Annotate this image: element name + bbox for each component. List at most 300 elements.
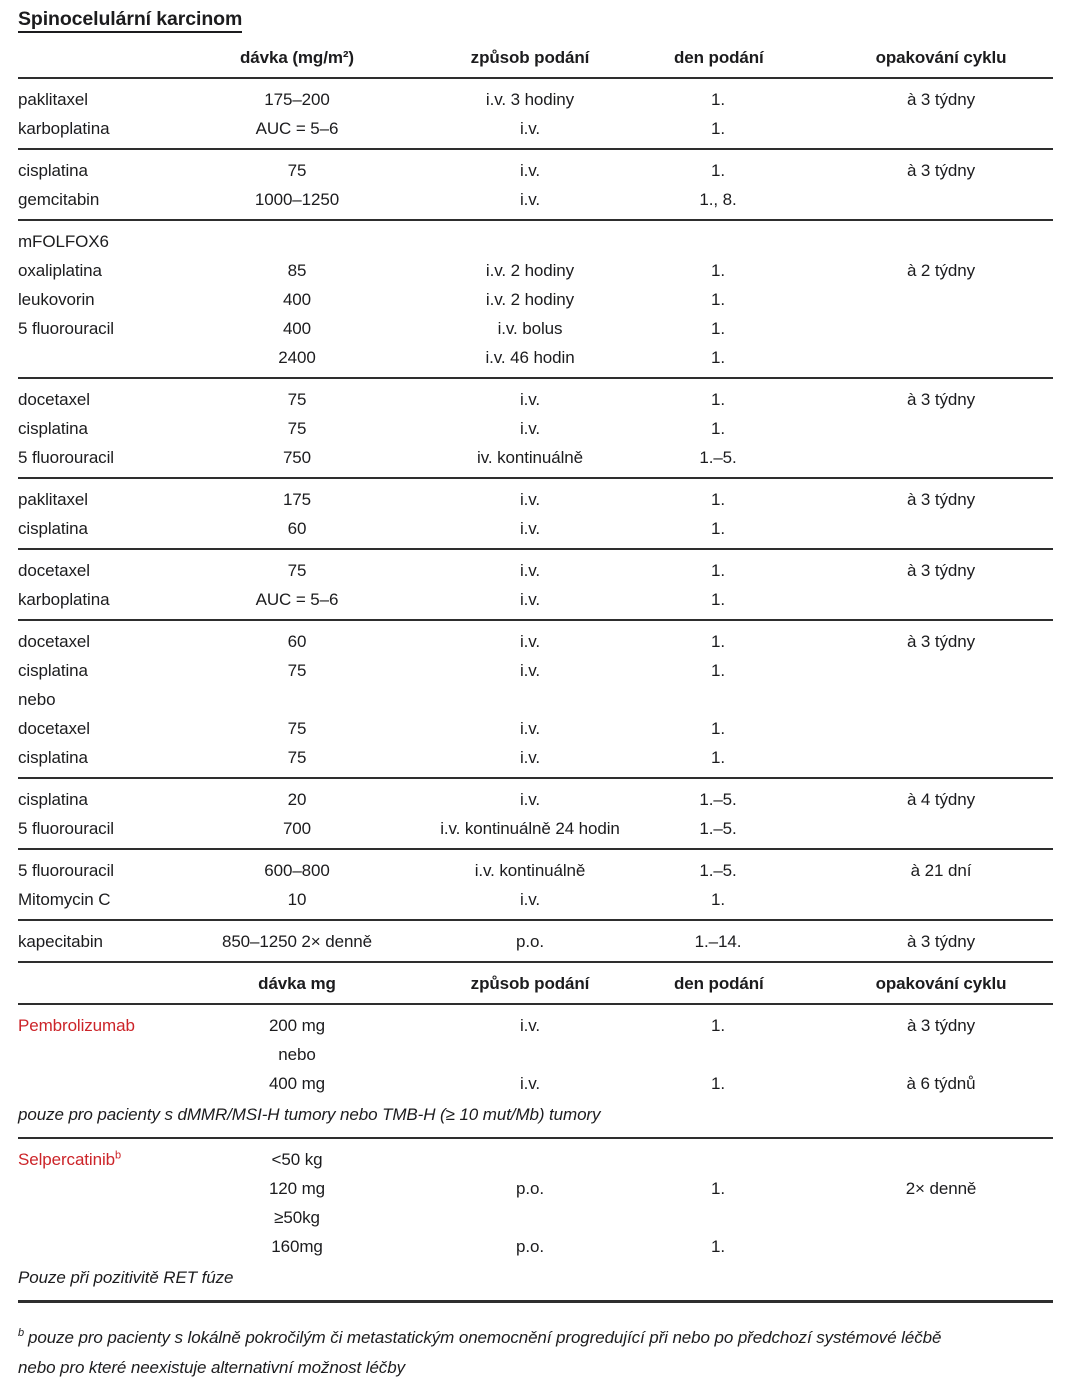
table-row [18, 1069, 1053, 1098]
cell-text: 1. [711, 1236, 725, 1256]
column-header-day [674, 974, 762, 994]
column-header-cycle [762, 48, 1053, 68]
table-row [18, 185, 1053, 214]
cell-text: 1.–5. [699, 860, 737, 880]
cell-drug [18, 748, 208, 768]
cell-text: docetaxel [18, 631, 90, 651]
cell-route [386, 719, 674, 739]
cell-dose [208, 448, 386, 468]
table-row [18, 114, 1053, 143]
cell-cycle [762, 1074, 1053, 1094]
cell-dose [208, 590, 386, 610]
cell-cycle [762, 632, 1053, 652]
cell-cycle [762, 161, 1053, 181]
cell-text: 1. [711, 347, 725, 367]
cell-dose [208, 1179, 386, 1199]
table-section [18, 150, 1053, 221]
cell-text: i.v. [519, 518, 541, 538]
section-note: pouze pro pacienty s dMMR/MSI-H tumory nebo TMB-H (≥ 10 mut/Mb) tumory [18, 1105, 601, 1124]
table-row [18, 1040, 1053, 1069]
cell-text: i.v. 2 hodiny [485, 289, 575, 309]
cell-text: dávka (mg/m²) [240, 47, 354, 67]
cell-day [674, 390, 762, 410]
cell-drug [18, 590, 208, 610]
cell-route [386, 1179, 674, 1199]
table-row [18, 743, 1053, 772]
table-row [18, 1203, 1053, 1232]
cell-day [674, 261, 762, 281]
cell-text: 1. [711, 418, 725, 438]
cell-text: 1. [711, 160, 725, 180]
table-row [18, 1145, 1053, 1174]
table-section [18, 1005, 1053, 1139]
cell-text: i.v. [519, 1073, 541, 1093]
cell-route [386, 561, 674, 581]
cell-text: 1. [711, 118, 725, 138]
cell-text: à 3 týdny [906, 389, 976, 409]
table-row [18, 414, 1053, 443]
footnote-marker: b [18, 1327, 25, 1340]
column-header-dose [208, 48, 386, 68]
cell-dose [208, 119, 386, 139]
cell-dose [208, 348, 386, 368]
cell-drug [18, 819, 208, 839]
table-row [18, 343, 1053, 372]
cell-route [386, 161, 674, 181]
cell-dose [208, 819, 386, 839]
cell-drug [18, 861, 208, 881]
cell-route [386, 748, 674, 768]
column-header-route [386, 974, 674, 994]
cell-dose [208, 890, 386, 910]
cell-text: à 3 týdny [906, 1015, 976, 1035]
cell-drug [18, 1016, 208, 1036]
cell-text: à 4 týdny [906, 789, 976, 809]
cell-text: způsob podání [470, 973, 590, 993]
table-row [18, 443, 1053, 472]
cell-drug [18, 661, 208, 681]
cell-route [386, 1016, 674, 1036]
cell-text: p.o. [516, 931, 544, 951]
cell-route [386, 490, 674, 510]
cell-text: gemcitabin [18, 189, 100, 209]
table-row [18, 514, 1053, 543]
cell-text: p.o. [516, 1178, 544, 1198]
cell-cycle [762, 1179, 1053, 1199]
cell-drug [18, 690, 208, 710]
cell-dose [208, 90, 386, 110]
cell-dose [208, 861, 386, 881]
cell-text: 400 [282, 318, 312, 338]
table-row [18, 685, 1053, 714]
cell-route [386, 590, 674, 610]
cell-cycle [762, 561, 1053, 581]
cell-text: 1. [711, 889, 725, 909]
cell-text: 1. [711, 289, 725, 309]
cell-dose [208, 1150, 386, 1170]
table-section [18, 779, 1053, 850]
cell-text: AUC = 5–6 [255, 589, 339, 609]
cell-cycle [762, 932, 1053, 952]
table-header-section [18, 963, 1053, 1005]
cell-text: 700 [282, 818, 312, 838]
cell-dose [208, 632, 386, 652]
cell-text: 1. [711, 589, 725, 609]
cell-day [674, 319, 762, 339]
cell-drug [18, 232, 208, 252]
cell-dose [208, 561, 386, 581]
cell-text: docetaxel [18, 718, 90, 738]
cell-text: den podání [674, 973, 764, 993]
cell-text: 1.–5. [699, 789, 737, 809]
cell-text: opakování cyklu [875, 973, 1007, 993]
cell-day [674, 790, 762, 810]
cell-text: i.v. [519, 489, 541, 509]
footnote [18, 1323, 1053, 1383]
table-row [18, 1011, 1053, 1040]
cell-text: 1. [711, 747, 725, 767]
cell-day [674, 90, 762, 110]
cell-day [674, 861, 762, 881]
cell-text: ≥50kg [274, 1207, 320, 1227]
table-row [18, 714, 1053, 743]
table-row [18, 85, 1053, 114]
cell-text: 1. [711, 389, 725, 409]
cell-day [674, 519, 762, 539]
cell-text: cisplatina [18, 747, 88, 767]
cell-text: 75 [287, 418, 307, 438]
section-note: Pouze při pozitivitě RET fúze [18, 1268, 234, 1287]
cell-cycle [762, 790, 1053, 810]
cell-route [386, 632, 674, 652]
drug-superscript: b [114, 1148, 122, 1161]
table-row [18, 314, 1053, 343]
cell-text: 1. [711, 318, 725, 338]
cell-route [386, 1074, 674, 1094]
cell-text: 5 fluorouracil [18, 860, 114, 880]
column-header-day [674, 48, 762, 68]
cell-text: i.v. [519, 560, 541, 580]
header-row [18, 969, 1053, 998]
cell-text: 1.–5. [699, 818, 737, 838]
table-row [18, 485, 1053, 514]
cell-route [386, 119, 674, 139]
cell-text: 1. [711, 1073, 725, 1093]
cell-text: 850–1250 2× denně [221, 931, 373, 951]
cell-day [674, 448, 762, 468]
cell-text: i.v. [519, 1015, 541, 1035]
cell-text: 2400 [278, 347, 316, 367]
table-row [18, 656, 1053, 685]
cell-dose [208, 261, 386, 281]
column-header-dose [208, 974, 386, 994]
cell-route [386, 932, 674, 952]
cell-dose [208, 1074, 386, 1094]
table-section [18, 1139, 1053, 1303]
cell-text: 1. [711, 560, 725, 580]
cell-text: i.v. [519, 789, 541, 809]
cell-text: nebo [278, 1044, 316, 1064]
cell-day [674, 719, 762, 739]
cell-text: p.o. [516, 1236, 544, 1256]
cell-day [674, 419, 762, 439]
cell-text: cisplatina [18, 789, 88, 809]
cell-text: nebo [18, 689, 56, 709]
cell-text: 400 [282, 289, 312, 309]
cell-dose [208, 190, 386, 210]
cell-drug [18, 890, 208, 910]
cell-text: à 3 týdny [906, 931, 976, 951]
cell-text: i.v. kontinuálně 24 hodin [440, 818, 620, 838]
cell-text: cisplatina [18, 660, 88, 680]
cell-text: 400 mg [268, 1073, 326, 1093]
footnote-line1: pouze pro pacienty s lokálně pokročilým či metastatickým onemocnění progredující při nebo po předchozí systémové léčbě [28, 1328, 942, 1347]
table-section [18, 621, 1053, 779]
table-row [18, 585, 1053, 614]
table-section [18, 550, 1053, 621]
cell-text: i.v. [519, 118, 541, 138]
cell-text: cisplatina [18, 518, 88, 538]
cell-dose [208, 932, 386, 952]
cell-route [386, 190, 674, 210]
cell-drug [18, 119, 208, 139]
cell-text: cisplatina [18, 160, 88, 180]
cell-day [674, 748, 762, 768]
cell-dose [208, 1237, 386, 1257]
cell-day [674, 1074, 762, 1094]
header-row [18, 43, 1053, 72]
cell-text: 60 [287, 631, 307, 651]
cell-text: 1. [711, 660, 725, 680]
cell-route [386, 861, 674, 881]
cell-dose [208, 1045, 386, 1065]
cell-text: opakování cyklu [875, 47, 1007, 67]
cell-text: i.v. [519, 631, 541, 651]
cell-text: à 2 týdny [906, 260, 976, 280]
cell-dose [208, 490, 386, 510]
cell-drug [18, 790, 208, 810]
cell-text: i.v. [519, 189, 541, 209]
cell-dose [208, 1016, 386, 1036]
cell-text: 600–800 [264, 860, 330, 880]
cell-route [386, 819, 674, 839]
cell-text: 5 fluorouracil [18, 818, 114, 838]
cell-drug [18, 719, 208, 739]
cell-text: 85 [287, 260, 307, 280]
cell-text: 750 [282, 447, 312, 467]
cell-text: 5 fluorouracil [18, 447, 114, 467]
table-row [18, 285, 1053, 314]
cell-text: karboplatina [18, 589, 110, 609]
cell-dose [208, 290, 386, 310]
cell-text: 1.–5. [699, 447, 737, 467]
table-row [18, 856, 1053, 885]
cell-text: paklitaxel [18, 89, 88, 109]
cell-text: à 3 týdny [906, 160, 976, 180]
cell-day [674, 348, 762, 368]
cell-route [386, 290, 674, 310]
cell-dose [208, 419, 386, 439]
table-row [18, 885, 1053, 914]
cell-text: docetaxel [18, 560, 90, 580]
table-row [18, 156, 1053, 185]
table-row [18, 556, 1053, 585]
regimen-table [18, 37, 1053, 1303]
cell-drug [18, 290, 208, 310]
cell-day [674, 932, 762, 952]
cell-text: den podání [674, 47, 764, 67]
cell-text: 60 [287, 518, 307, 538]
cell-day [674, 561, 762, 581]
cell-text: Pembrolizumab [18, 1015, 135, 1035]
table-row [18, 1174, 1053, 1203]
cell-text: 1. [711, 631, 725, 651]
cell-text: i.v. [519, 389, 541, 409]
cell-text: Selpercatinib [18, 1149, 115, 1169]
cell-text: 5 fluorouracil [18, 318, 114, 338]
cell-text: leukovorin [18, 289, 95, 309]
cell-cycle [762, 90, 1053, 110]
cell-text: i.v. [519, 889, 541, 909]
cell-drug [18, 419, 208, 439]
cell-text: 75 [287, 160, 307, 180]
cell-text: cisplatina [18, 418, 88, 438]
cell-route [386, 90, 674, 110]
cell-text: 1. [711, 718, 725, 738]
cell-text: i.v. [519, 718, 541, 738]
cell-day [674, 1179, 762, 1199]
cell-drug [18, 448, 208, 468]
cell-cycle [762, 861, 1053, 881]
cell-text: oxaliplatina [18, 260, 102, 280]
cell-cycle [762, 261, 1053, 281]
cell-text: 1. [711, 89, 725, 109]
cell-day [674, 190, 762, 210]
table-row [18, 385, 1053, 414]
cell-text: à 3 týdny [906, 89, 976, 109]
cell-drug [18, 161, 208, 181]
document-page [18, 8, 1053, 1383]
column-header-route [386, 48, 674, 68]
cell-text: i.v. 2 hodiny [485, 260, 575, 280]
cell-text: i.v. bolus [497, 318, 563, 338]
cell-text: 75 [287, 718, 307, 738]
cell-text: dávka mg [258, 973, 336, 993]
cell-text: 75 [287, 660, 307, 680]
cell-dose [208, 661, 386, 681]
table-section [18, 221, 1053, 379]
cell-text: 120 mg [268, 1178, 326, 1198]
cell-text: i.v. 46 hodin [485, 347, 575, 367]
cell-drug [18, 932, 208, 952]
cell-cycle [762, 390, 1053, 410]
table-section [18, 850, 1053, 921]
cell-text: à 3 týdny [906, 560, 976, 580]
cell-text: 20 [287, 789, 307, 809]
cell-text: 1., 8. [699, 189, 737, 209]
cell-text: i.v. [519, 418, 541, 438]
table-row [18, 1232, 1053, 1261]
cell-text: kapecitabin [18, 931, 103, 951]
cell-text: à 3 týdny [906, 631, 976, 651]
cell-route [386, 448, 674, 468]
cell-cycle [762, 490, 1053, 510]
cell-text: způsob podání [470, 47, 590, 67]
cell-text: i.v. kontinuálně [474, 860, 586, 880]
footnote-line2: nebo pro které neexistuje alternativní možnost léčby [18, 1358, 405, 1377]
table-section [18, 479, 1053, 550]
cell-text: 1. [711, 1015, 725, 1035]
cell-text: <50 kg [271, 1149, 323, 1169]
cell-text: 1. [711, 518, 725, 538]
cell-text: 1000–1250 [254, 189, 340, 209]
cell-text: 1. [711, 1178, 725, 1198]
cell-drug [18, 190, 208, 210]
cell-route [386, 348, 674, 368]
table-section [18, 79, 1053, 150]
cell-text: à 21 dní [910, 860, 972, 880]
cell-drug [18, 1150, 208, 1170]
page-title: Spinocelulární karcinom [18, 8, 242, 33]
cell-text: i.v. [519, 747, 541, 767]
cell-dose [208, 790, 386, 810]
cell-route [386, 519, 674, 539]
column-header-cycle [762, 974, 1053, 994]
cell-text: AUC = 5–6 [255, 118, 339, 138]
cell-text: i.v. [519, 160, 541, 180]
cell-text: i.v. [519, 589, 541, 609]
cell-text: 1.–14. [694, 931, 742, 951]
cell-text: karboplatina [18, 118, 110, 138]
cell-text: 1. [711, 489, 725, 509]
cell-text: i.v. [519, 660, 541, 680]
cell-dose [208, 719, 386, 739]
cell-cycle [762, 1016, 1053, 1036]
cell-drug [18, 632, 208, 652]
cell-drug [18, 490, 208, 510]
cell-day [674, 119, 762, 139]
cell-dose [208, 390, 386, 410]
cell-day [674, 490, 762, 510]
table-row [18, 814, 1053, 843]
cell-dose [208, 519, 386, 539]
table-row [18, 256, 1053, 285]
cell-dose [208, 319, 386, 339]
cell-text: 10 [287, 889, 307, 909]
table-row [18, 927, 1053, 956]
cell-text: à 3 týdny [906, 489, 976, 509]
cell-route [386, 390, 674, 410]
cell-day [674, 819, 762, 839]
cell-text: à 6 týdnů [906, 1073, 976, 1093]
cell-route [386, 319, 674, 339]
cell-dose [208, 1208, 386, 1228]
cell-drug [18, 319, 208, 339]
table-row [18, 227, 1053, 256]
cell-day [674, 661, 762, 681]
cell-text: 75 [287, 747, 307, 767]
cell-day [674, 290, 762, 310]
table-row [18, 627, 1053, 656]
cell-drug [18, 90, 208, 110]
cell-day [674, 590, 762, 610]
cell-route [386, 661, 674, 681]
cell-text: 175–200 [264, 89, 330, 109]
cell-drug [18, 261, 208, 281]
cell-route [386, 419, 674, 439]
cell-text: Mitomycin C [18, 889, 111, 909]
cell-drug [18, 561, 208, 581]
